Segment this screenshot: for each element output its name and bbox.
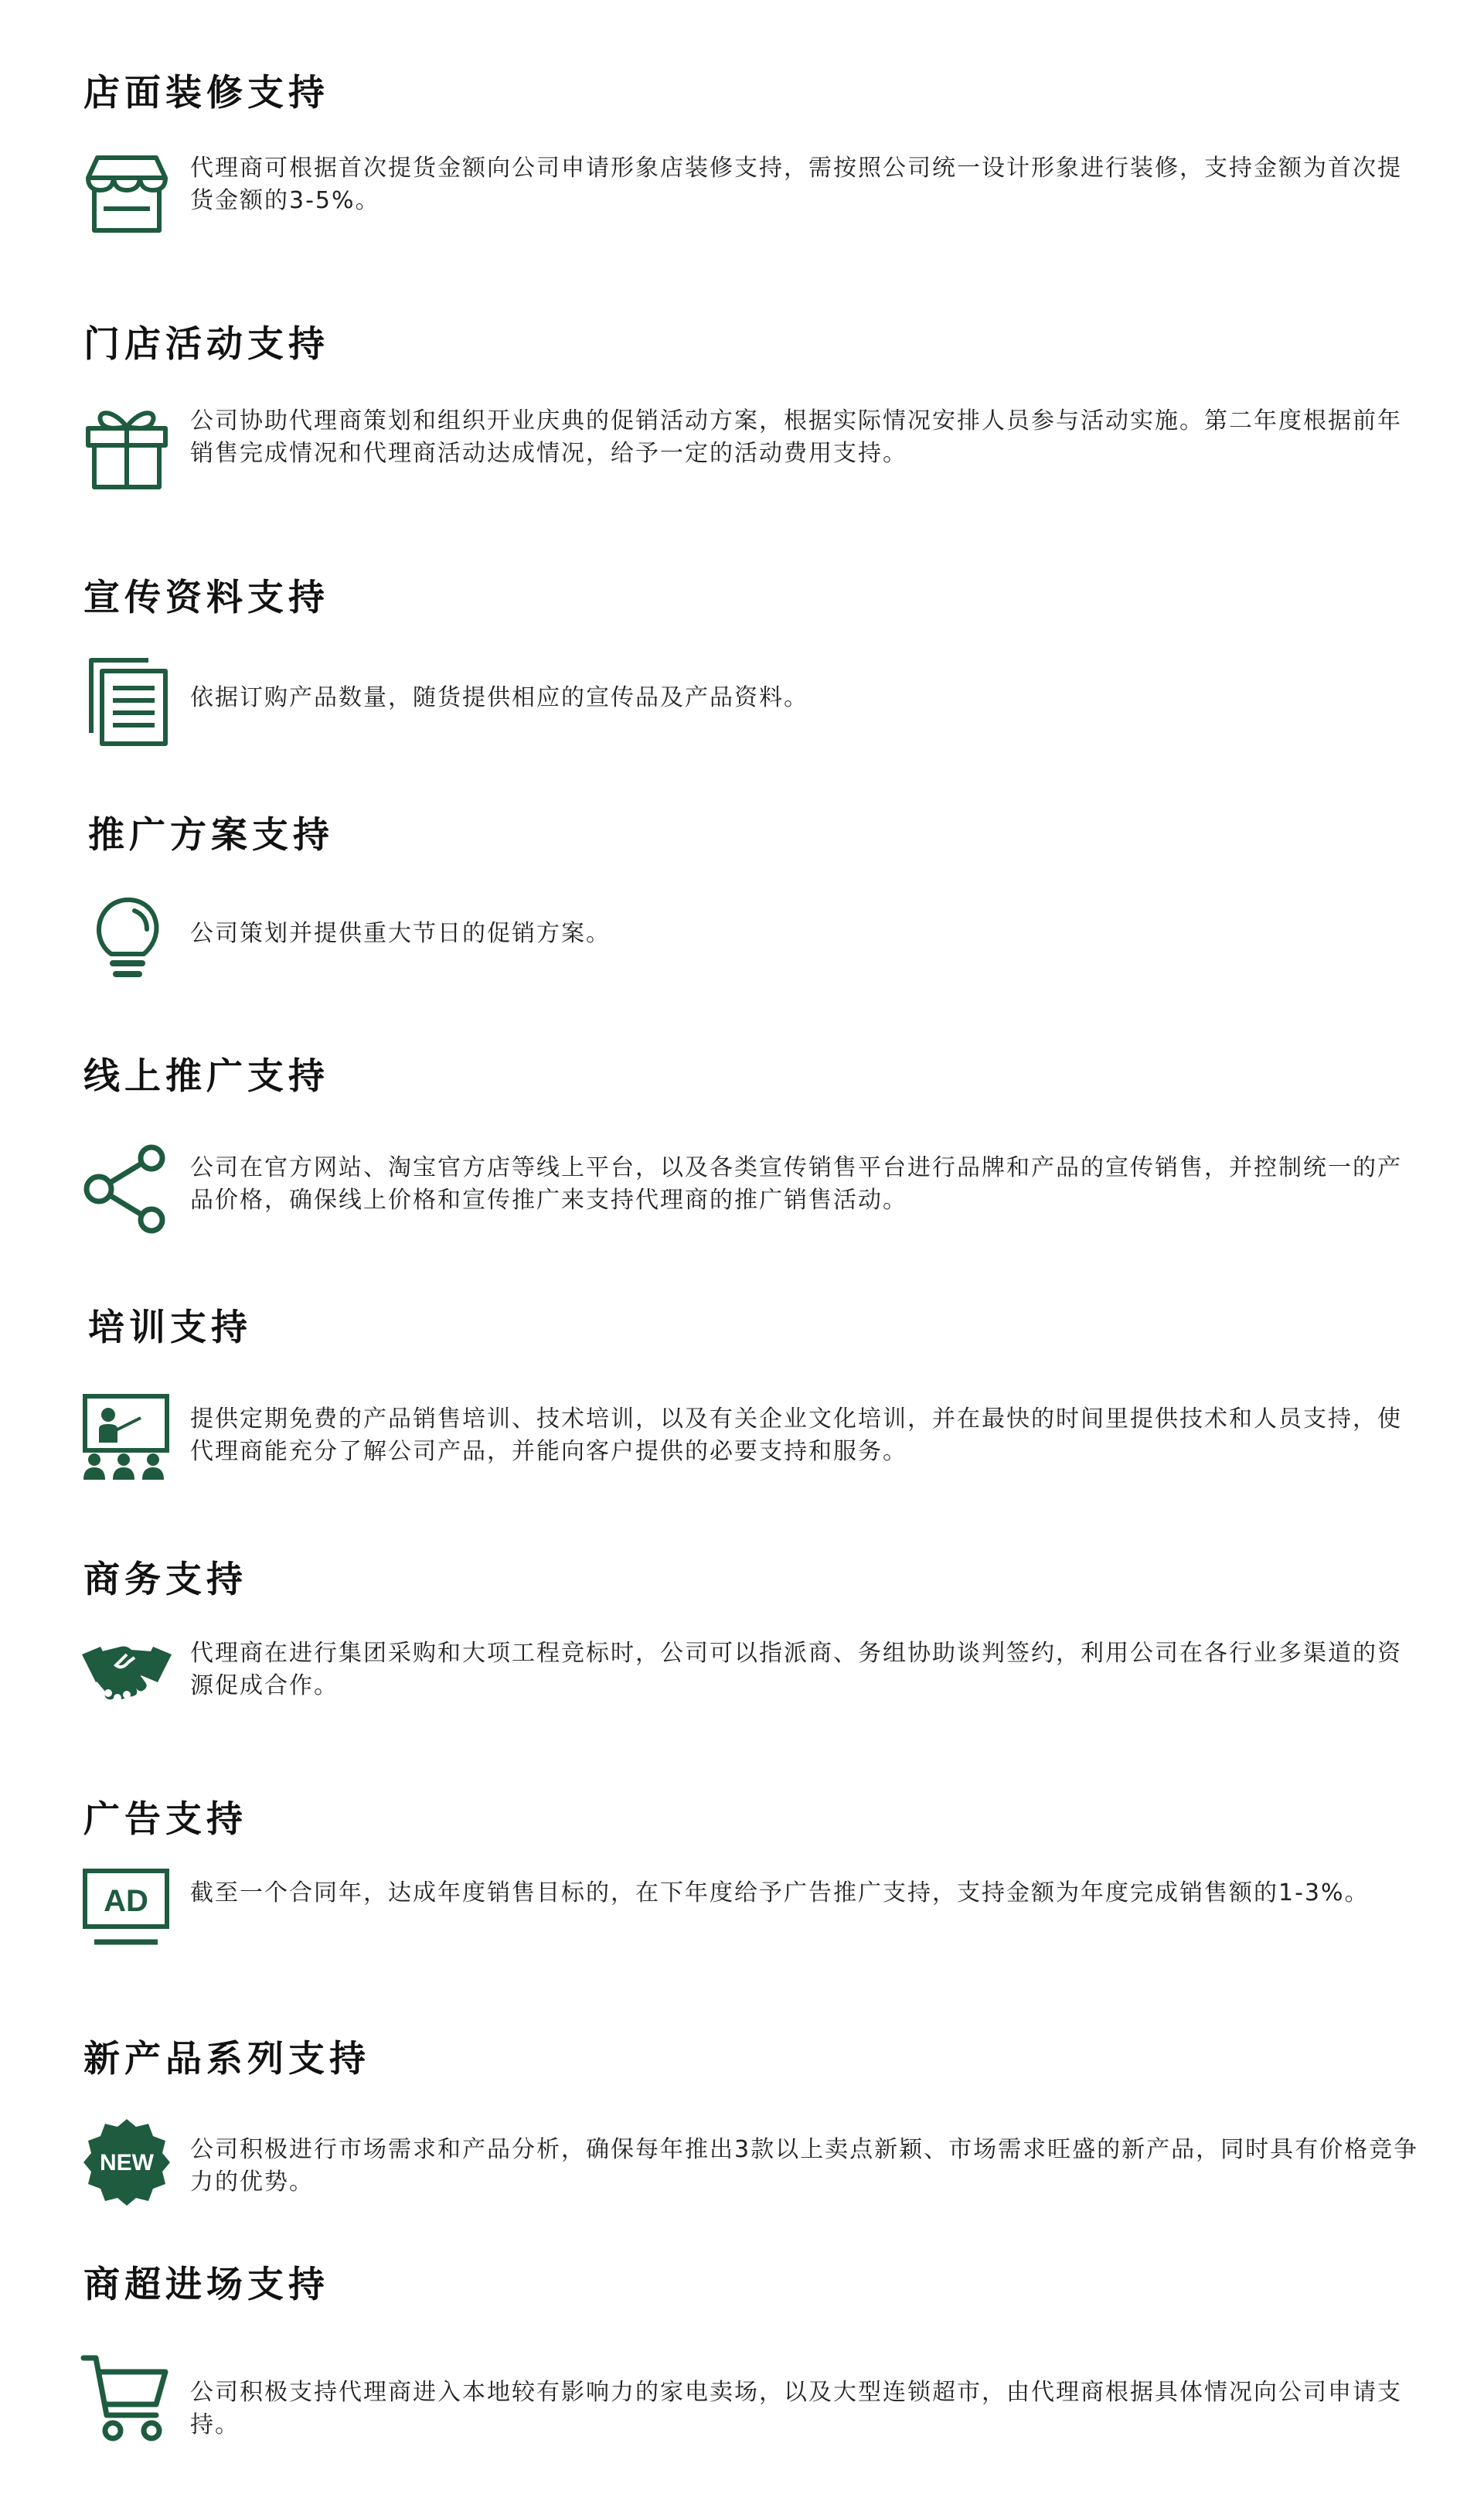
section-title: 线上推广支持 bbox=[83, 1055, 329, 1098]
section-title: 商超进场支持 bbox=[83, 2264, 329, 2306]
ad-icon-label: AD bbox=[104, 1884, 148, 1918]
section-description: 提供定期免费的产品销售培训、技术培训，以及有关企业文化培训，并在最快的时间里提供技术和人员支持，使代理商能充分了解公司产品，并能向客户提供的必要支持和服务。 bbox=[190, 1406, 1402, 1465]
handshake-icon bbox=[80, 1631, 173, 1724]
section-title: 培训支持 bbox=[88, 1307, 252, 1349]
section-description: 依据订购产品数量，随货提供相应的宣传品及产品资料。 bbox=[190, 684, 808, 711]
section-title: 广告支持 bbox=[83, 1798, 247, 1841]
section-description: 公司在官方网站、淘宝官方店等线上平台，以及各类宣传销售平台进行品牌和产品的宣传销售，并控制统一的产品价格，确保线上价格和宣传推广来支持代理商的推广销售活动。 bbox=[190, 1154, 1402, 1214]
new-icon-label: NEW bbox=[100, 2150, 154, 2176]
gift-icon bbox=[80, 400, 173, 493]
section-title: 门店活动支持 bbox=[83, 323, 329, 366]
new-badge-icon bbox=[80, 2114, 173, 2207]
section-title: 店面装修支持 bbox=[83, 72, 329, 114]
ad-monitor-icon bbox=[80, 1865, 173, 1957]
section-title: 推广方案支持 bbox=[88, 814, 334, 857]
lightbulb-icon bbox=[80, 892, 173, 985]
section-description: 公司协助代理商策划和组织开业庆典的促销活动方案，根据实际情况安排人员参与活动实施。第二年度根据前年销售完成情况和代理商活动达成情况，给予一定的活动费用支持。 bbox=[190, 407, 1402, 467]
section-title: 宣传资料支持 bbox=[83, 577, 329, 619]
section-description: 公司积极支持代理商进入本地较有影响力的家电卖场，以及大型连锁超市，由代理商根据具体情况向公司申请支持。 bbox=[190, 2379, 1402, 2438]
section-title: 商务支持 bbox=[83, 1559, 247, 1601]
section-description: 代理商在进行集团采购和大项工程竞标时，公司可以指派商、务组协助谈判签约，利用公司在各行业多渠道的资源促成合作。 bbox=[190, 1640, 1402, 1699]
share-icon bbox=[80, 1143, 173, 1235]
training-icon bbox=[80, 1392, 173, 1484]
section-description: 公司积极进行市场需求和产品分析，确保每年推出3款以上卖点新颖、市场需求旺盛的新产品，同时具有价格竞争力的优势。 bbox=[190, 2136, 1419, 2196]
section-title: 新产品系列支持 bbox=[83, 2038, 370, 2080]
section-description: 截至一个合同年，达成年度销售目标的，在下年度给予广告推广支持，支持金额为年度完成销售额的1-3%。 bbox=[190, 1879, 1370, 1906]
storefront-icon bbox=[80, 147, 173, 240]
section-description: 代理商可根据首次提货金额向公司申请形象店装修支持，需按照公司统一设计形象进行装修，支持金额为首次提货金额的3-5%。 bbox=[190, 155, 1402, 214]
documents-icon bbox=[80, 656, 173, 748]
shopping-cart-icon bbox=[80, 2353, 173, 2446]
section-description: 公司策划并提供重大节日的促销方案。 bbox=[190, 920, 611, 947]
